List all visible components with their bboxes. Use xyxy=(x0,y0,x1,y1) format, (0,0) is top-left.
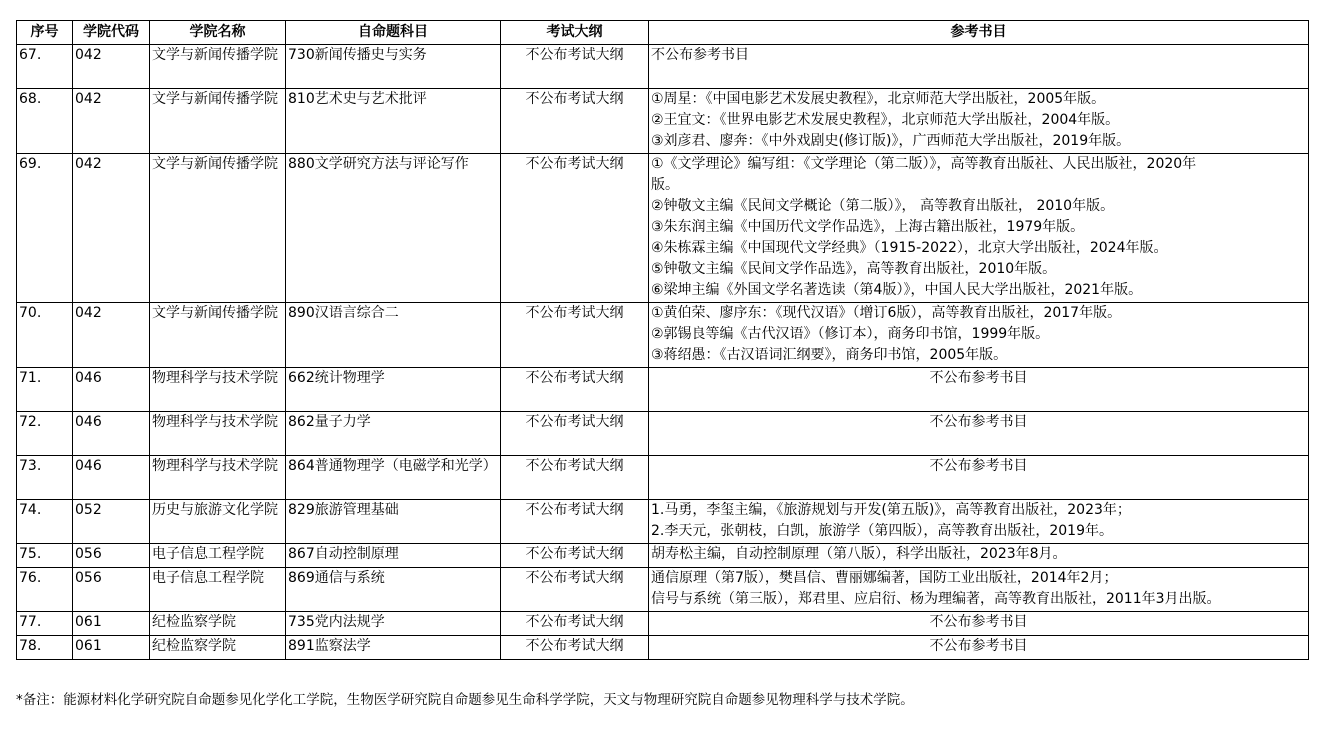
cell-books xyxy=(649,500,1309,544)
cell-books xyxy=(649,303,1309,368)
cell-index: 69. xyxy=(17,154,73,303)
cell-books xyxy=(649,368,1309,412)
cell-books xyxy=(649,544,1309,568)
book-line: ②钟敬文主编《民间文学概论（第二版）》， 高等教育出版社， 2010年版。 xyxy=(651,198,1115,214)
book-line: 不公布参考书目 xyxy=(929,458,1028,474)
book-line: ⑥梁坤主编《外国文学名著选读（第4版）》，中国人民大学出版社，2021年版。 xyxy=(651,282,1143,298)
table-row xyxy=(17,456,1309,500)
cell-college-name: 文学与新闻传播学院 xyxy=(150,154,286,303)
table-row xyxy=(17,303,1309,368)
book-line: ④朱栋霖主编《中国现代文学经典》（1915-2022），北京大学出版社，2024年版。 xyxy=(651,240,1168,256)
cell-subject: 890汉语言综合二 xyxy=(286,303,501,368)
header-outline: 考试大纲 xyxy=(501,21,649,45)
cell-books xyxy=(649,456,1309,500)
book-line: 不公布参考书目 xyxy=(929,370,1028,386)
cell-index: 76. xyxy=(17,568,73,612)
cell-books xyxy=(649,568,1309,612)
cell-outline: 不公布考试大纲 xyxy=(501,612,649,636)
header-college-code: 学院代码 xyxy=(73,21,150,45)
cell-index: 78. xyxy=(17,636,73,660)
cell-outline: 不公布考试大纲 xyxy=(501,636,649,660)
cell-college-name: 文学与新闻传播学院 xyxy=(150,45,286,89)
cell-outline: 不公布考试大纲 xyxy=(501,412,649,456)
cell-college-name: 文学与新闻传播学院 xyxy=(150,303,286,368)
book-line: ②王宜文：《世界电影艺术发展史教程》，北京师范大学出版社，2004年版。 xyxy=(651,112,1120,128)
cell-college-code: 061 xyxy=(73,612,150,636)
table-row xyxy=(17,636,1309,660)
cell-outline: 不公布考试大纲 xyxy=(501,154,649,303)
cell-index: 73. xyxy=(17,456,73,500)
book-line: 版。 xyxy=(651,177,679,193)
table-row xyxy=(17,612,1309,636)
table-row xyxy=(17,45,1309,89)
cell-subject: 880文学研究方法与评论写作 xyxy=(286,154,501,303)
book-line: ①周星：《中国电影艺术发展史教程》，北京师范大学出版社，2005年版。 xyxy=(651,91,1106,107)
cell-books xyxy=(649,154,1309,303)
cell-index: 72. xyxy=(17,412,73,456)
cell-subject: 864普通物理学（电磁学和光学） xyxy=(286,456,501,500)
cell-college-code: 042 xyxy=(73,154,150,303)
cell-index: 77. xyxy=(17,612,73,636)
cell-college-code: 056 xyxy=(73,568,150,612)
cell-outline: 不公布考试大纲 xyxy=(501,568,649,612)
cell-subject: 867自动控制原理 xyxy=(286,544,501,568)
cell-books xyxy=(649,612,1309,636)
cell-subject: 730新闻传播史与实务 xyxy=(286,45,501,89)
cell-college-code: 061 xyxy=(73,636,150,660)
book-line: ③蒋绍愚：《古汉语词汇纲要》，商务印书馆，2005年版。 xyxy=(651,347,1008,363)
cell-index: 68. xyxy=(17,89,73,154)
cell-college-name: 文学与新闻传播学院 xyxy=(150,89,286,154)
header-subject: 自命题科目 xyxy=(286,21,501,45)
book-line: 信号与系统（第三版），郑君里、应启衍、杨为理编著，高等教育出版社，2011年3月出版。 xyxy=(651,591,1221,607)
cell-outline: 不公布考试大纲 xyxy=(501,500,649,544)
cell-index: 75. xyxy=(17,544,73,568)
book-line: 不公布参考书目 xyxy=(929,638,1028,654)
book-line: 胡寿松主编，自动控制原理（第八版），科学出版社，2023年8月。 xyxy=(651,546,1067,562)
cell-college-name: 历史与旅游文化学院 xyxy=(150,500,286,544)
cell-subject: 735党内法规学 xyxy=(286,612,501,636)
table-row xyxy=(17,544,1309,568)
cell-outline: 不公布考试大纲 xyxy=(501,45,649,89)
table-row xyxy=(17,89,1309,154)
cell-college-code: 042 xyxy=(73,89,150,154)
book-line: 不公布参考书目 xyxy=(651,47,749,63)
cell-outline: 不公布考试大纲 xyxy=(501,303,649,368)
cell-books xyxy=(649,45,1309,89)
cell-college-name: 电子信息工程学院 xyxy=(150,544,286,568)
header-index: 序号 xyxy=(17,21,73,45)
cell-outline: 不公布考试大纲 xyxy=(501,544,649,568)
book-line: 通信原理（第7版），樊昌信、曹丽娜编著，国防工业出版社，2014年2月； xyxy=(651,570,1118,586)
book-line: 2.李天元，张朝枝，白凯，旅游学（第四版），高等教育出版社，2019年。 xyxy=(651,523,1113,539)
cell-college-code: 042 xyxy=(73,45,150,89)
cell-books xyxy=(649,412,1309,456)
cell-college-name: 物理科学与技术学院 xyxy=(150,456,286,500)
table-row xyxy=(17,154,1309,303)
cell-college-name: 物理科学与技术学院 xyxy=(150,368,286,412)
book-line: ⑤钟敬文主编《民间文学作品选》，高等教育出版社，2010年版。 xyxy=(651,261,1057,277)
header-college-name: 学院名称 xyxy=(150,21,286,45)
book-line: 不公布参考书目 xyxy=(929,414,1028,430)
cell-index: 70. xyxy=(17,303,73,368)
cell-outline: 不公布考试大纲 xyxy=(501,456,649,500)
cell-college-name: 纪检监察学院 xyxy=(150,636,286,660)
cell-college-code: 052 xyxy=(73,500,150,544)
table-row xyxy=(17,368,1309,412)
cell-college-name: 物理科学与技术学院 xyxy=(150,412,286,456)
cell-college-code: 046 xyxy=(73,456,150,500)
header-books: 参考书目 xyxy=(649,21,1309,45)
cell-subject: 862量子力学 xyxy=(286,412,501,456)
cell-index: 71. xyxy=(17,368,73,412)
cell-index: 67. xyxy=(17,45,73,89)
table-row xyxy=(17,500,1309,544)
cell-books xyxy=(649,89,1309,154)
book-line: ③朱东润主编《中国历代文学作品选》，上海古籍出版社，1979年版。 xyxy=(651,219,1085,235)
table-row xyxy=(17,412,1309,456)
cell-books xyxy=(649,636,1309,660)
book-line: ③刘彦君、廖奔：《中外戏剧史(修订版)》，广西师范大学出版社，2019年版。 xyxy=(651,133,1131,149)
subjects-table xyxy=(16,20,1309,660)
book-line: 不公布参考书目 xyxy=(929,614,1028,630)
cell-college-code: 042 xyxy=(73,303,150,368)
table-header-row xyxy=(17,21,1309,45)
footnote: *备注：能源材料化学研究院自命题参见化学化工学院，生物医学研究院自命题参见生命科学学院，天文与物理研究院自命题参见物理科学与技术学院。 xyxy=(16,692,914,708)
cell-subject: 810艺术史与艺术批评 xyxy=(286,89,501,154)
cell-college-name: 纪检监察学院 xyxy=(150,612,286,636)
cell-outline: 不公布考试大纲 xyxy=(501,89,649,154)
cell-college-code: 046 xyxy=(73,412,150,456)
cell-college-code: 056 xyxy=(73,544,150,568)
cell-subject: 662统计物理学 xyxy=(286,368,501,412)
book-line: ②郭锡良等编《古代汉语》（修订本），商务印书馆，1999年版。 xyxy=(651,326,1050,342)
cell-subject: 891监察法学 xyxy=(286,636,501,660)
book-line: ①黄伯荣、廖序东：《现代汉语》（增订6版），高等教育出版社，2017年版。 xyxy=(651,305,1122,321)
cell-index: 74. xyxy=(17,500,73,544)
cell-subject: 829旅游管理基础 xyxy=(286,500,501,544)
cell-outline: 不公布考试大纲 xyxy=(501,368,649,412)
cell-college-code: 046 xyxy=(73,368,150,412)
book-line: 1.马勇，李玺主编，《旅游规划与开发(第五版)》，高等教育出版社，2023年； xyxy=(651,502,1131,518)
cell-subject: 869通信与系统 xyxy=(286,568,501,612)
cell-college-name: 电子信息工程学院 xyxy=(150,568,286,612)
book-line: ①《文学理论》编写组：《文学理论（第二版）》，高等教育出版社、人民出版社，2020年 xyxy=(651,156,1197,172)
table-row xyxy=(17,568,1309,612)
